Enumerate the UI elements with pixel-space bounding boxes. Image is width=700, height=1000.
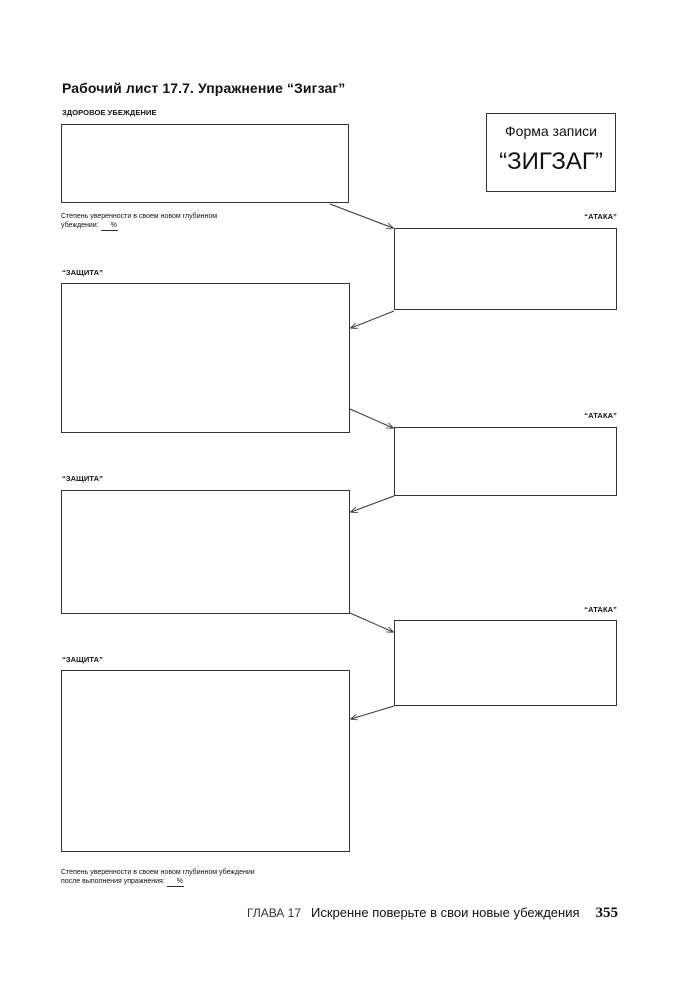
attack-label-2: “АТАКА” bbox=[584, 411, 617, 420]
attack-box-2[interactable] bbox=[394, 427, 617, 496]
arrow-attack2-to-defense2 bbox=[351, 496, 394, 512]
arrow-belief-to-attack-1 bbox=[330, 204, 393, 228]
worksheet-title: Рабочий лист 17.7. Упражнение “Зигзаг” bbox=[62, 80, 346, 96]
arrow-attack1-to-defense1 bbox=[351, 311, 394, 328]
attack-label-1: “АТАКА” bbox=[584, 212, 617, 221]
defense-box-1[interactable] bbox=[61, 283, 350, 433]
confidence-start-line1: Степень уверенности в своем новом глубинном bbox=[61, 213, 218, 220]
attack-box-3[interactable] bbox=[394, 620, 617, 706]
arrow-defense2-to-attack3 bbox=[350, 613, 393, 632]
arrow-defense1-to-attack2 bbox=[350, 409, 393, 428]
defense-box-3[interactable] bbox=[61, 670, 350, 852]
attack-label-3: “АТАКА” bbox=[584, 605, 617, 614]
arrow-attack3-to-defense3 bbox=[351, 706, 394, 719]
form-title-line1: Форма записи bbox=[505, 123, 597, 139]
defense-label-3: “ЗАЩИТА” bbox=[62, 655, 103, 664]
healthy-belief-box[interactable] bbox=[61, 124, 349, 203]
confidence-start-blank[interactable]: % bbox=[101, 221, 118, 231]
attack-box-1[interactable] bbox=[394, 228, 617, 310]
confidence-start-label: убеждении: bbox=[61, 222, 99, 229]
form-title-line2: “ЗИГЗАГ” bbox=[499, 148, 603, 175]
footer-chapter-title: Искренне поверьте в свои новые убеждения bbox=[311, 905, 580, 920]
confidence-end-line1: Степень уверенности в своем новом глубинном убеждении bbox=[61, 869, 255, 876]
page-footer bbox=[247, 905, 618, 922]
defense-label-1: “ЗАЩИТА” bbox=[62, 268, 103, 277]
confidence-end-line2 bbox=[61, 877, 255, 887]
confidence-start-line2 bbox=[61, 221, 217, 231]
defense-label-2: “ЗАЩИТА” bbox=[62, 474, 103, 483]
page-number: 355 bbox=[595, 905, 618, 921]
confidence-end bbox=[61, 868, 255, 887]
footer-chapter: ГЛАВА 17 bbox=[247, 906, 301, 920]
healthy-belief-label: ЗДОРОВОЕ УБЕЖДЕНИЕ bbox=[62, 108, 157, 117]
confidence-start bbox=[61, 212, 217, 231]
form-title-box bbox=[486, 113, 616, 192]
confidence-end-blank[interactable]: % bbox=[167, 877, 184, 887]
defense-box-2[interactable] bbox=[61, 490, 350, 614]
confidence-end-label: после выполнения упражнения: bbox=[61, 878, 165, 885]
